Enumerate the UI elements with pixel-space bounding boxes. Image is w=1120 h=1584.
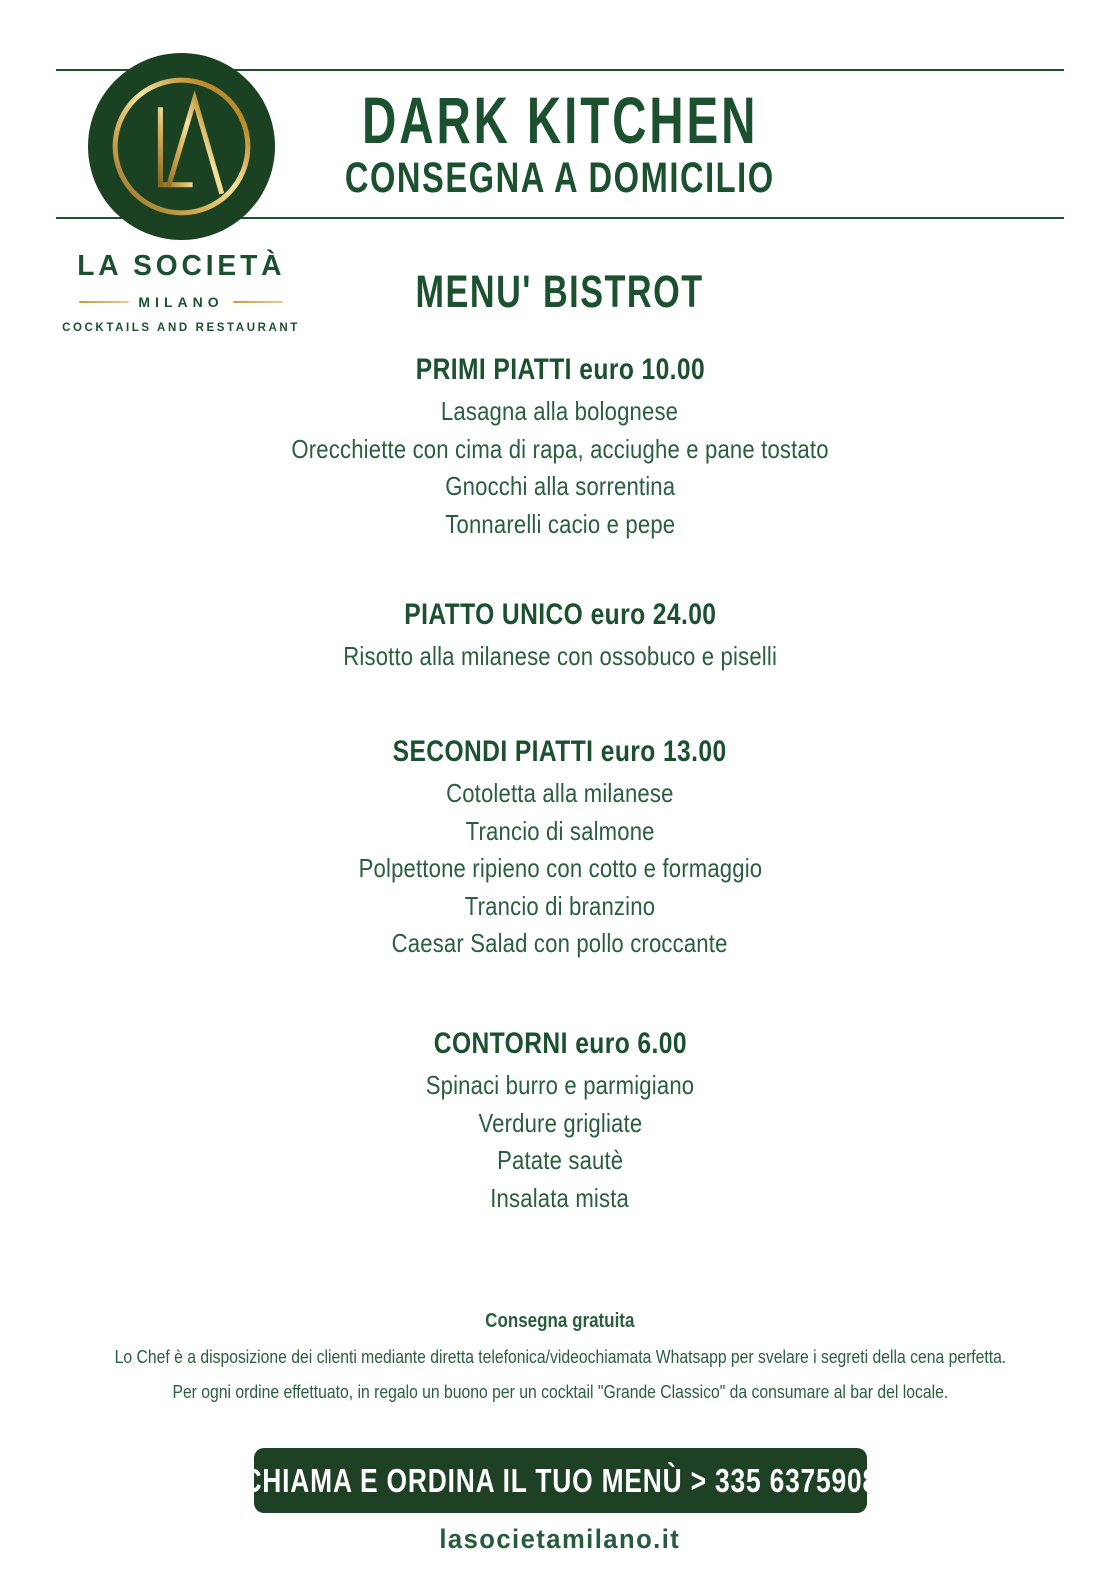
section-header bbox=[0, 352, 1120, 393]
page-title: DARK KITCHEN bbox=[361, 83, 759, 157]
section-header bbox=[0, 597, 1120, 638]
menu-item: Trancio di salmone bbox=[465, 815, 655, 846]
menu-item: Spinaci burro e parmigiano bbox=[425, 1070, 695, 1100]
menu-item: Tonnarelli cacio e pepe bbox=[445, 508, 675, 539]
note-cocktail-voucher: Per ogni ordine effettuato, in regalo un buono per un cocktail "Grande Classico" da consumare al bar del locale. bbox=[172, 1381, 948, 1402]
menu-item: Gnocchi alla sorrentina bbox=[445, 471, 675, 501]
menu-item: Orecchiette con cima di rapa, acciughe e pane tostato bbox=[291, 433, 829, 464]
menu-section-piatto-unico bbox=[0, 597, 1120, 678]
section-items bbox=[0, 395, 1120, 545]
brand-tagline: COCKTAILS AND RESTAURANT bbox=[62, 322, 300, 334]
section-name: CONTORNI bbox=[433, 1027, 568, 1060]
call-to-order-label: CHIAMA E ORDINA IL TUO MENÙ > 335 6375908 bbox=[242, 1461, 879, 1499]
menu-item: Cotoletta alla milanese bbox=[446, 778, 674, 808]
menu-item: Lasagna alla bolognese bbox=[441, 396, 679, 426]
section-price: euro 13.00 bbox=[601, 735, 727, 768]
section-name: PIATTO UNICO bbox=[403, 598, 583, 631]
note-chef-availability: Lo Chef è a disposizione dei clienti mediante diretta telefonica/videochiamata Whatsapp per svelare i segreti della cena perfetta. bbox=[114, 1346, 1006, 1367]
section-name: PRIMI PIATTI bbox=[415, 353, 572, 386]
section-items bbox=[0, 640, 1120, 678]
footer-notes bbox=[0, 1304, 1120, 1410]
call-to-order-button[interactable] bbox=[242, 1448, 879, 1513]
menu-item: Risotto alla milanese con ossobuco e piselli bbox=[343, 641, 777, 671]
menu-item: Patate sautè bbox=[496, 1145, 624, 1175]
menu-section-secondi-piatti bbox=[0, 734, 1120, 965]
menu-item: Caesar Salad con pollo croccante bbox=[392, 928, 728, 958]
menu-item: Trancio di branzino bbox=[464, 890, 656, 921]
menu-section-primi-piatti bbox=[0, 352, 1120, 545]
brand-logo bbox=[88, 53, 275, 240]
website-link[interactable]: lasocietamilano.it bbox=[439, 1524, 681, 1554]
note-free-delivery: Consegna gratuita bbox=[485, 1310, 635, 1332]
section-price: euro 6.00 bbox=[574, 1027, 687, 1060]
section-price: euro 24.00 bbox=[590, 598, 717, 631]
la-societa-monogram-icon bbox=[88, 53, 275, 240]
section-name: SECONDI PIATTI bbox=[393, 735, 594, 768]
brand-tagline-row bbox=[40, 318, 322, 336]
brand-name: LA SOCIETÀ bbox=[76, 250, 286, 282]
menu-section-contorni bbox=[0, 1026, 1120, 1219]
website-row bbox=[0, 1524, 1120, 1555]
section-price: euro 10.00 bbox=[578, 353, 705, 386]
section-header bbox=[0, 1026, 1120, 1067]
menu-title: MENU' BISTROT bbox=[415, 266, 705, 317]
brand-city: MILANO bbox=[138, 294, 224, 310]
menu-item: Verdure grigliate bbox=[478, 1107, 642, 1138]
section-header bbox=[0, 734, 1120, 775]
menu-item: Polpettone ripieno con cotto e formaggio bbox=[358, 853, 762, 883]
page-subtitle: CONSEGNA A DOMICILIO bbox=[345, 154, 775, 202]
section-items bbox=[0, 777, 1120, 965]
section-items bbox=[0, 1069, 1120, 1219]
menu-item: Insalata mista bbox=[490, 1182, 630, 1213]
menu-title-row bbox=[0, 266, 1120, 318]
